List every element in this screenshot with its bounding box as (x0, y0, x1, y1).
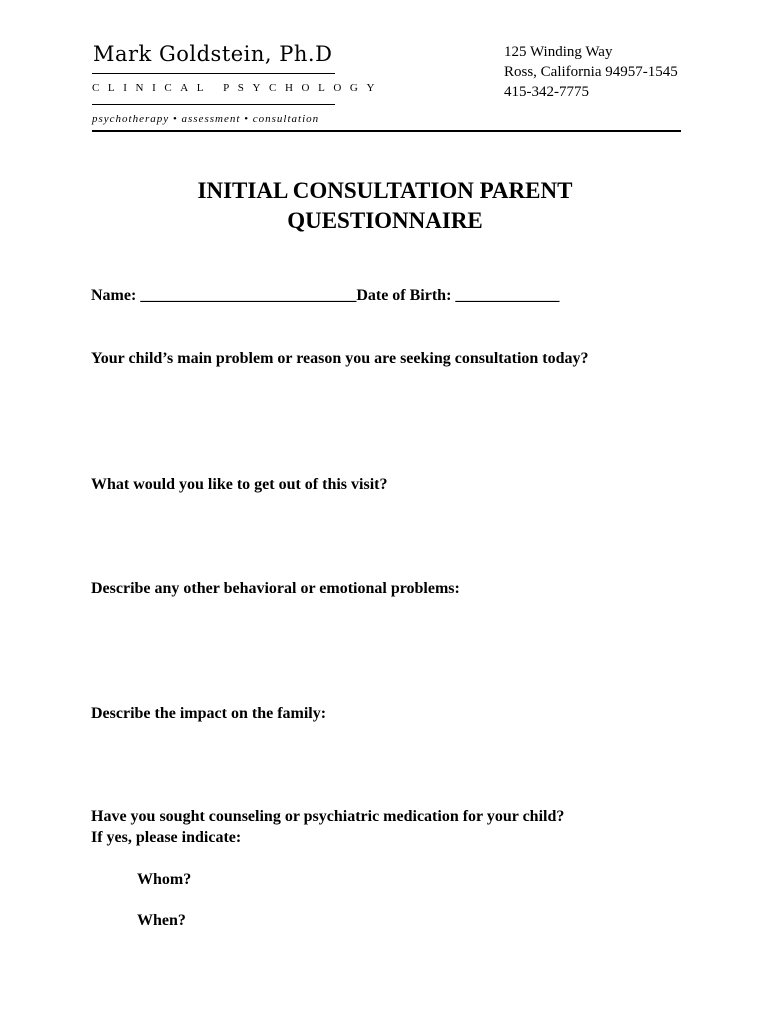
question-main-problem: Your child’s main problem or reason you are seeking consultation today? (91, 350, 589, 367)
question-whom: Whom? (137, 871, 192, 888)
letterhead-middle-rule (92, 104, 335, 105)
question-if-yes: If yes, please indicate: (91, 829, 242, 846)
header-divider (92, 130, 681, 132)
practice-address (504, 42, 678, 102)
question-when: When? (137, 912, 186, 929)
letterhead-top-rule (92, 73, 335, 74)
address-city: Ross, California 94957-1545 (504, 64, 678, 80)
address-phone: 415-342-7775 (504, 84, 589, 100)
question-other-problems: Describe any other behavioral or emotional problems: (91, 580, 460, 597)
address-street: 125 Winding Way (504, 44, 613, 60)
document-title (0, 176, 770, 236)
question-visit-goal: What would you like to get out of this visit? (91, 476, 388, 493)
practitioner-name: Mark Goldstein, Ph.D (93, 42, 333, 66)
document-title-line-2: QUESTIONNAIRE (287, 208, 483, 233)
name-dob-field[interactable]: Name: ___________________________Date of Birth: _____________ (91, 287, 560, 304)
practice-services: psychotherapy • assessment • consultation (92, 113, 320, 125)
question-prior-counseling: Have you sought counseling or psychiatric medication for your child? (91, 808, 565, 825)
document-title-line-1: INITIAL CONSULTATION PARENT (197, 178, 573, 203)
practice-specialty: CLINICAL PSYCHOLOGY (92, 82, 384, 94)
question-family-impact: Describe the impact on the family: (91, 705, 327, 722)
